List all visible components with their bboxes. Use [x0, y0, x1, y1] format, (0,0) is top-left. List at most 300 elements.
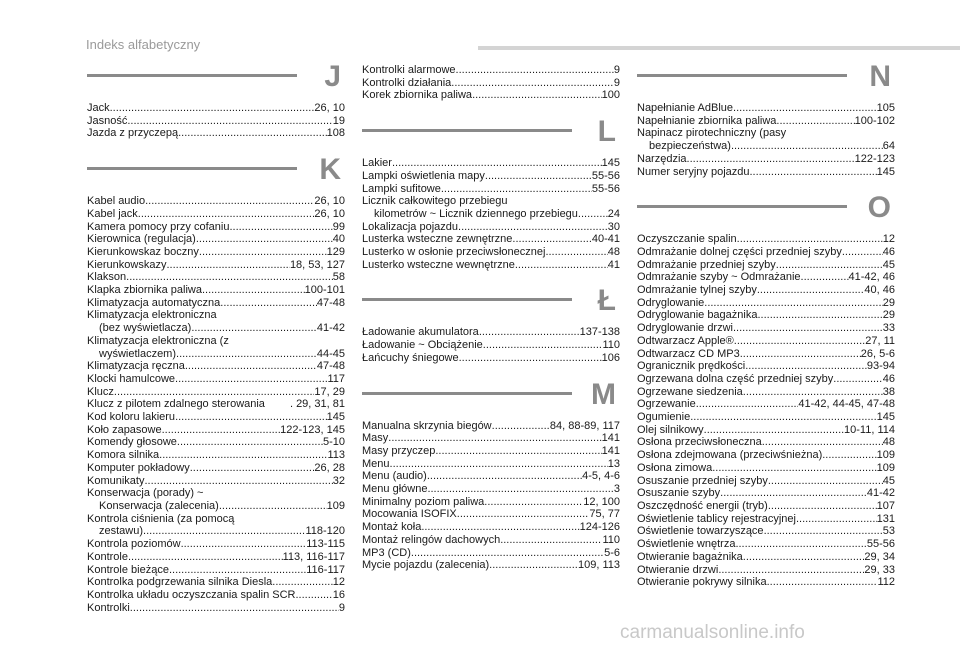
entry-text: Konserwacja (zalecenia): [99, 499, 219, 512]
index-entry: [87, 538, 345, 551]
section-rule: [87, 74, 297, 77]
section-header: [362, 284, 620, 326]
page-ref: 9: [613, 76, 620, 89]
index-entry: [87, 449, 345, 462]
entry-text: Olej silnikowy: [637, 423, 704, 436]
entry-text: Kontrolki alarmowe: [362, 64, 456, 76]
page-ref: 10-11, 114: [844, 423, 895, 436]
page-ref: 145: [601, 157, 620, 170]
dot-leader: [175, 411, 327, 424]
entry-text: Kabel audio: [87, 195, 146, 208]
entry-text: Oświetlenie towarzyszące: [637, 525, 764, 538]
entry-text: Osłona przeciwsłoneczna: [637, 436, 762, 449]
entry-text: Lampki sufitowe: [362, 182, 441, 195]
index-entry: [637, 525, 895, 538]
index-entry: [637, 140, 895, 153]
entry-text: Otwieranie bagażnika: [637, 550, 743, 563]
entry-text: Montaż relingów dachowych: [362, 533, 501, 546]
page-ref: 55-56: [866, 538, 895, 551]
page-ref: 19: [332, 114, 345, 127]
page-ref: 40-41: [591, 233, 620, 246]
page-ref: 113, 116-117: [282, 550, 345, 563]
index-entry: [637, 462, 895, 475]
entry-text: Odtwarzacz CD MP3: [637, 347, 740, 360]
index-entry: [637, 551, 895, 564]
page-ref: 9: [338, 601, 345, 614]
entry-text: Otwieranie pokrywy silnika: [637, 576, 767, 589]
index-entry: [87, 221, 345, 234]
page-ref: 122-123, 145: [280, 423, 345, 436]
page-ref: 13: [607, 457, 620, 470]
entry-text: Kierownica (regulacja): [87, 233, 196, 246]
index-entry: [362, 64, 620, 77]
index-entry: [362, 233, 620, 246]
entry-text: Jack: [87, 102, 110, 114]
index-entry: [637, 259, 895, 272]
dot-leader: [737, 233, 883, 246]
index-entry: [87, 589, 345, 602]
index-section: [362, 64, 620, 102]
index-entry: [637, 386, 895, 399]
entry-text: Komputer pokładowy: [87, 461, 190, 474]
page-ref: 118-120: [305, 525, 345, 538]
index-entry: [362, 445, 620, 458]
index-entry: [87, 386, 345, 399]
index-entry: [87, 127, 345, 140]
dot-leader: [388, 432, 601, 445]
page-ref: 145: [326, 411, 345, 424]
page-ref: 48: [607, 246, 620, 259]
index-entry: [87, 398, 345, 411]
index-section: [87, 60, 345, 140]
dot-leader: [421, 521, 579, 534]
index-entry: [637, 284, 895, 297]
page-header-title: Indeks alfabetyczny: [86, 37, 201, 52]
page-ref: 38: [882, 385, 895, 398]
entry-text: Jasność: [87, 114, 128, 127]
dot-leader: [169, 564, 306, 577]
dot-leader: [456, 64, 614, 77]
page-ref: 112: [877, 576, 895, 589]
dot-leader: [145, 195, 314, 208]
index-entry: [362, 352, 620, 365]
page-ref: 29, 34: [864, 550, 895, 563]
dot-leader: [512, 233, 591, 246]
dot-leader: [740, 348, 861, 361]
index-entry: [87, 475, 345, 488]
dot-leader: [767, 576, 878, 589]
entry-text: Menu: [362, 457, 390, 470]
index-column-2: [362, 64, 620, 572]
entry-text: Kabel jack: [87, 207, 138, 220]
page-ref: 109: [876, 461, 895, 474]
entry-text: Kod koloru lakieru: [87, 411, 176, 424]
dot-leader: [162, 424, 281, 437]
entry-text: Klucz z pilotem zdalnego sterowania: [87, 398, 265, 411]
entry-text: Odmrażanie dolnej części przedniej szyby: [637, 245, 842, 258]
index-entry: [87, 436, 345, 449]
page-ref: 109: [326, 499, 345, 512]
dot-leader: [427, 483, 613, 496]
page-ref: 5-6: [604, 546, 620, 559]
index-entry: [637, 449, 895, 462]
entry-text: kilometrów ~ Licznik dziennego przebiegu: [374, 207, 578, 220]
page-ref: 26, 28: [314, 461, 345, 474]
page-ref: 113: [327, 449, 345, 462]
dot-leader: [229, 221, 332, 234]
page-ref: 41-42: [316, 322, 345, 335]
page-ref: 110: [602, 339, 620, 352]
dot-leader: [484, 496, 583, 509]
index-entry: [87, 309, 345, 322]
dot-leader: [178, 127, 327, 140]
section-gap: [362, 102, 620, 119]
page-ref: 109: [876, 449, 895, 462]
section-header: [362, 377, 620, 420]
page-ref: 3: [613, 483, 620, 496]
index-entry: [637, 322, 895, 335]
entry-text: Ładowanie akumulatora: [362, 326, 479, 339]
index-entry: [87, 271, 345, 284]
index-entry: [637, 373, 895, 386]
dot-leader: [202, 284, 305, 297]
index-entry: [362, 534, 620, 547]
index-column-1: [87, 60, 345, 614]
dot-leader: [138, 208, 315, 221]
page-ref: 113-115: [306, 538, 345, 551]
watermark: carmanualsonline.info: [620, 622, 805, 643]
dot-leader: [127, 115, 332, 128]
index-entry: [637, 246, 895, 259]
page-ref: 30: [607, 220, 620, 233]
section-rule: [637, 74, 847, 77]
dot-leader: [176, 348, 317, 361]
index-entry: [87, 500, 345, 513]
dot-leader: [457, 508, 590, 521]
dot-leader: [750, 166, 877, 179]
entry-text: Kontrolka podgrzewania silnika Diesla: [87, 576, 273, 589]
entry-text: Oczyszczanie spalin: [637, 233, 737, 246]
page-ref: 32: [332, 474, 345, 487]
page-ref: 17, 29: [314, 385, 345, 398]
dot-leader: [220, 297, 317, 310]
page-ref: 58: [332, 271, 345, 284]
dot-leader: [712, 462, 876, 475]
index-section: [87, 140, 345, 614]
entry-text: Kontrole bieżące: [87, 563, 169, 576]
entry-text: Klapka zbiornika paliwa: [87, 284, 202, 297]
page-ref: 41-42, 46: [848, 271, 895, 284]
entry-text: Komunikaty: [87, 474, 145, 487]
index-entry: [362, 77, 620, 90]
page-ref: 44-45: [316, 347, 345, 360]
index-section: [637, 60, 895, 178]
section-gap: [362, 271, 620, 288]
entry-text: Napinacz pirotechniczny (pasy: [637, 127, 787, 140]
dot-leader: [219, 500, 327, 513]
entry-text: MP3 (CD): [362, 546, 411, 559]
dot-leader: [185, 360, 317, 373]
page-ref: 46: [882, 372, 895, 385]
section-header: [362, 115, 620, 157]
entry-text: Kontrola poziomów: [87, 538, 181, 551]
page-ref: 24: [607, 207, 620, 220]
index-entry: [87, 246, 345, 259]
index-entry: [362, 508, 620, 521]
entry-text: Osłona zdejmowana (przeciwśnieżna): [637, 449, 823, 462]
index-entry: [362, 496, 620, 509]
entry-text: Menu główne: [362, 483, 428, 496]
dot-leader: [126, 271, 333, 284]
index-entry: [87, 322, 345, 335]
index-entry: [87, 576, 345, 589]
index-entry: [637, 309, 895, 322]
index-entry: [87, 551, 345, 564]
section-letter: K: [319, 153, 341, 187]
page-ref: 27, 11: [865, 334, 895, 347]
index-entry: [637, 115, 895, 128]
entry-text: wyświetlaczem): [99, 347, 177, 360]
page-ref: 29: [882, 309, 895, 322]
entry-text: Ogranicznik prędkości: [637, 360, 746, 373]
index-entry: [362, 326, 620, 339]
page-ref: 48: [882, 436, 895, 449]
index-column-3: [637, 60, 895, 589]
dot-leader: [776, 259, 883, 272]
dot-leader: [166, 259, 289, 272]
entry-text: zestawu): [99, 525, 144, 538]
dot-leader: [762, 436, 883, 449]
page-ref: 64: [882, 140, 895, 153]
dot-leader: [776, 115, 854, 128]
page-ref: 41-42, 44-45, 47-48: [798, 398, 895, 411]
entry-text: Konserwacja (porady) ~: [87, 487, 204, 500]
dot-leader: [485, 170, 592, 183]
dot-leader: [296, 589, 333, 602]
dot-leader: [733, 322, 883, 335]
page-ref: 45: [882, 258, 895, 271]
dot-leader: [199, 246, 327, 259]
index-entry: [362, 559, 620, 572]
entry-text: Mycie pojazdu (zalecenia): [362, 559, 490, 572]
index-entry: [362, 458, 620, 471]
index-entry: [362, 420, 620, 433]
page-ref: 55-56: [591, 182, 620, 195]
index-entry: [362, 547, 620, 560]
index-entry: [637, 335, 895, 348]
index-entry: [637, 348, 895, 361]
section-rule: [637, 205, 847, 208]
entry-text: Ładowanie ~ Obciążenie: [362, 339, 483, 352]
page-ref: 124-126: [579, 521, 620, 534]
dot-leader: [842, 246, 883, 259]
page-ref: 41: [607, 258, 620, 271]
entry-text: Kontrolki działania: [362, 76, 452, 89]
dot-leader: [731, 140, 883, 153]
entry-text: Ogumienie: [637, 411, 691, 424]
entry-text: Kontrolka układu oczyszczania spalin SCR: [87, 588, 296, 601]
entry-text: Klucz: [87, 385, 114, 398]
index-entry: [637, 576, 895, 589]
page-ref: 106: [601, 351, 620, 364]
entry-text: Klakson: [87, 271, 127, 284]
dot-leader: [796, 513, 877, 526]
index-entry: [87, 487, 345, 500]
index-entry: [637, 398, 895, 411]
entry-text: Napełnianie zbiornika paliwa: [637, 114, 777, 127]
index-entry: [362, 157, 620, 170]
entry-text: Osłona zimowa: [637, 461, 713, 474]
entry-text: Kamera pomocy przy cofaniu: [87, 220, 230, 233]
section-rule: [87, 167, 297, 170]
index-entry: [637, 487, 895, 500]
index-section: [637, 178, 895, 589]
page-ref: . 29, 31, 81: [289, 398, 345, 411]
index-section: [362, 365, 620, 572]
page-ref: 45: [882, 474, 895, 487]
entry-text: Kierunkowskaz boczny: [87, 245, 199, 258]
entry-text: Licznik całkowitego przebiegu: [362, 195, 508, 208]
dot-leader: [177, 436, 323, 449]
page-ref: 99: [332, 220, 345, 233]
dot-leader: [822, 449, 876, 462]
dot-leader: [110, 102, 315, 115]
index-entry: [87, 564, 345, 577]
index-entry: [637, 166, 895, 179]
dot-leader: [545, 246, 607, 259]
page-ref: 40, 46: [864, 284, 895, 297]
entry-text: Oświetlenie wnętrza: [637, 538, 736, 551]
dot-leader: [143, 525, 305, 538]
dot-leader: [734, 335, 865, 348]
index-entry: [362, 221, 620, 234]
index-entry: [87, 284, 345, 297]
index-entry: [87, 411, 345, 424]
dot-leader: [578, 208, 608, 221]
dot-leader: [196, 233, 333, 246]
entry-text: Napełnianie AdBlue: [637, 102, 734, 114]
entry-text: Ogrzewanie: [637, 398, 696, 411]
entry-text: Odmrażanie szyby ~ Odmrażanie: [637, 271, 801, 284]
entry-text: Klimatyzacja elektroniczna (z: [87, 334, 229, 347]
entry-text: Mocowania ISOFIX: [362, 508, 457, 521]
dot-leader: [757, 284, 865, 297]
entry-text: Masy: [362, 432, 389, 445]
header-bar: [478, 46, 960, 50]
index-entry: [87, 462, 345, 475]
page-ref: 122-123: [854, 152, 895, 165]
entry-text: Lusterka wsteczne zewnętrzne: [362, 233, 513, 246]
page-ref: 26, 10: [314, 102, 345, 114]
index-entry: [87, 297, 345, 310]
index-entry: [87, 525, 345, 538]
dot-leader: [704, 424, 844, 437]
dot-leader: [492, 420, 550, 433]
page-ref: 145: [876, 165, 895, 178]
dot-leader: [451, 77, 614, 90]
index-entry: [637, 538, 895, 551]
page-ref: 117: [327, 372, 345, 385]
entry-text: Lusterko wsteczne wewnętrzne: [362, 258, 515, 271]
dot-leader: [745, 360, 867, 373]
entry-text: Ogrzewana dolna część przedniej szyby: [637, 372, 834, 385]
entry-text: Odmrażanie tylnej szyby: [637, 284, 757, 297]
entry-text: Odryglowanie bagażnika: [637, 309, 758, 322]
dot-leader: [159, 449, 327, 462]
dot-leader: [483, 339, 603, 352]
dot-leader: [190, 462, 315, 475]
entry-text: Kontrola ciśnienia (za pomocą: [87, 512, 235, 525]
page-ref: 40: [332, 233, 345, 246]
dot-leader: [735, 538, 866, 551]
page-ref: 75, 77: [589, 508, 620, 521]
index-entry: [637, 436, 895, 449]
dot-leader: [459, 352, 602, 365]
index-entry: [87, 360, 345, 373]
dot-leader: [768, 475, 883, 488]
dot-leader: [718, 564, 864, 577]
section-rule: [362, 392, 572, 395]
page-ref: 12: [882, 233, 895, 246]
page-ref: 41-42: [866, 487, 895, 500]
dot-leader: [472, 89, 602, 102]
dot-leader: [441, 183, 592, 196]
page-ref: 53: [882, 525, 895, 538]
dot-leader: [768, 500, 877, 513]
dot-leader: [489, 559, 578, 572]
dot-leader: [690, 411, 876, 424]
dot-leader: [390, 458, 608, 471]
dot-leader: [114, 386, 315, 399]
entry-text: Odtwarzacz Apple®: [637, 334, 734, 347]
index-entry: [87, 208, 345, 221]
dot-leader: [479, 326, 580, 339]
page-ref: 55-56: [591, 169, 620, 182]
page-ref: 4-5, 4-6: [582, 470, 620, 483]
page-ref: 84, 88-89, 117: [549, 419, 620, 432]
dot-leader: [272, 576, 332, 589]
dot-leader: [515, 259, 608, 272]
entry-text: Montaż koła: [362, 521, 422, 534]
entry-text: Lusterko w osłonie przeciwsłonecznej: [362, 246, 546, 259]
index-entry: [87, 424, 345, 437]
dot-leader: [130, 602, 339, 615]
page-ref: 100: [601, 89, 620, 102]
index-entry: [87, 233, 345, 246]
page-ref: 29, 33: [864, 563, 895, 576]
entry-text: Numer seryjny pojazdu: [637, 165, 750, 178]
page-ref: 100-102: [854, 114, 895, 127]
section-rule: [362, 129, 572, 132]
entry-text: Łańcuchy śniegowe: [362, 351, 459, 364]
dot-leader: [704, 297, 882, 310]
section-gap: [87, 140, 345, 157]
index-entry: [637, 564, 895, 577]
index-entry: [637, 500, 895, 513]
index-entry: [637, 102, 895, 115]
entry-text: Oszczędność energii (tryb): [637, 499, 768, 512]
section-letter: N: [869, 60, 891, 93]
entry-text: Lampki oświetlenia mapy: [362, 169, 485, 182]
section-gap: [362, 365, 620, 382]
index-entry: [362, 89, 620, 102]
entry-text: Narzędzia: [637, 152, 687, 165]
index-entry: [637, 271, 895, 284]
section-header: [637, 191, 895, 233]
entry-text: Lokalizacja pojazdu: [362, 220, 459, 233]
entry-text: Otwieranie drzwi: [637, 563, 719, 576]
page-ref: 141: [601, 444, 620, 457]
